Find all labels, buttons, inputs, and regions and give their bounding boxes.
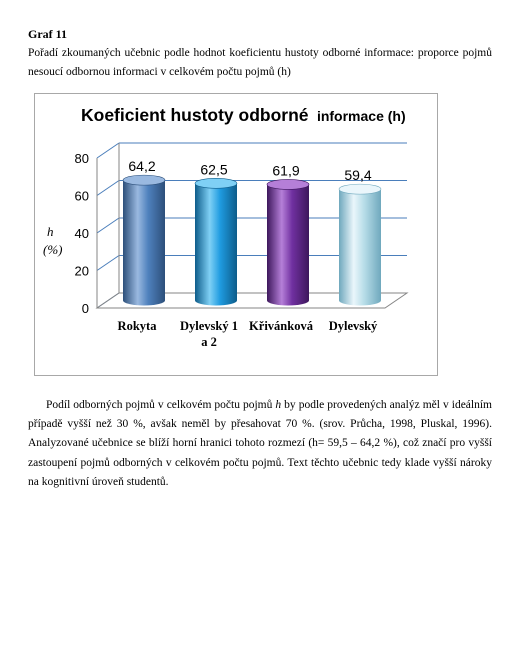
bar-3 <box>339 189 381 305</box>
y-tick-label: 0 <box>81 301 89 316</box>
data-label: 62,5 <box>200 161 228 178</box>
bar-2 <box>267 184 309 305</box>
y-tick-label: 80 <box>74 151 89 166</box>
data-label: 64,2 <box>128 158 156 175</box>
chart-title-sub: informace (h) <box>316 108 406 124</box>
chart-frame <box>34 93 438 376</box>
bar-top-2 <box>267 179 309 189</box>
gridline-depth-20 <box>97 256 119 271</box>
y-tick-label: 40 <box>74 226 89 241</box>
bar-1 <box>195 183 237 305</box>
body-text-h: h <box>275 399 282 411</box>
chart-title-main: Koeficient hustoty odborné <box>81 105 309 125</box>
y-tick-label: 20 <box>74 263 89 279</box>
category-label: Dylevský 1 <box>180 319 238 333</box>
data-label: 59,4 <box>344 167 372 184</box>
bar-chart <box>35 94 439 377</box>
y-axis-label-h: h <box>47 224 54 239</box>
y-tick-label: 60 <box>74 188 89 204</box>
body-text-rest: by podle provedených analýz měl v ideálním případě vyšší než 30 %, avšak neměl by přesahovat 70 %. (srov. Průcha, 1998, Pluskal, 1996). Analyzované učebnice se blíží horní hranici tohoto rozmezí (h= 59,5 – 64,2 %), což značí pro vyšší zastoupení pojmů odborných v celkovém počtu pojmů. Text těchto učebnic tedy klade vyšší nároky na kognitivní úroveň studentů. <box>28 399 492 488</box>
category-label: Rokyta <box>117 319 157 333</box>
gridline-depth-80 <box>97 143 119 158</box>
y-axis-label-unit: (%) <box>43 242 63 257</box>
gridline-depth-60 <box>97 181 119 196</box>
figure-caption: Pořadí zkoumaných učebnic podle hodnot koeficientu hustoty odborné informace: proporce pojmů nesoucí odbornou informaci v celkovém počtu pojmů (h) <box>28 47 492 78</box>
gridline-depth-40 <box>97 218 119 233</box>
bar-top-3 <box>339 184 381 194</box>
body-text-start: Podíl odborných pojmů v celkovém počtu pojmů <box>46 399 276 411</box>
figure-label: Graf 11 <box>28 27 67 41</box>
bar-top-0 <box>123 175 165 185</box>
bar-0 <box>123 180 165 305</box>
category-label: a 2 <box>201 335 217 349</box>
category-label: Dylevský <box>328 319 378 333</box>
body-paragraph <box>28 396 492 492</box>
category-label: Křivánková <box>249 319 313 333</box>
bar-top-1 <box>195 178 237 188</box>
data-label: 61,9 <box>272 162 300 179</box>
svg-text:Koeficient hustoty odborné <box>81 105 406 125</box>
